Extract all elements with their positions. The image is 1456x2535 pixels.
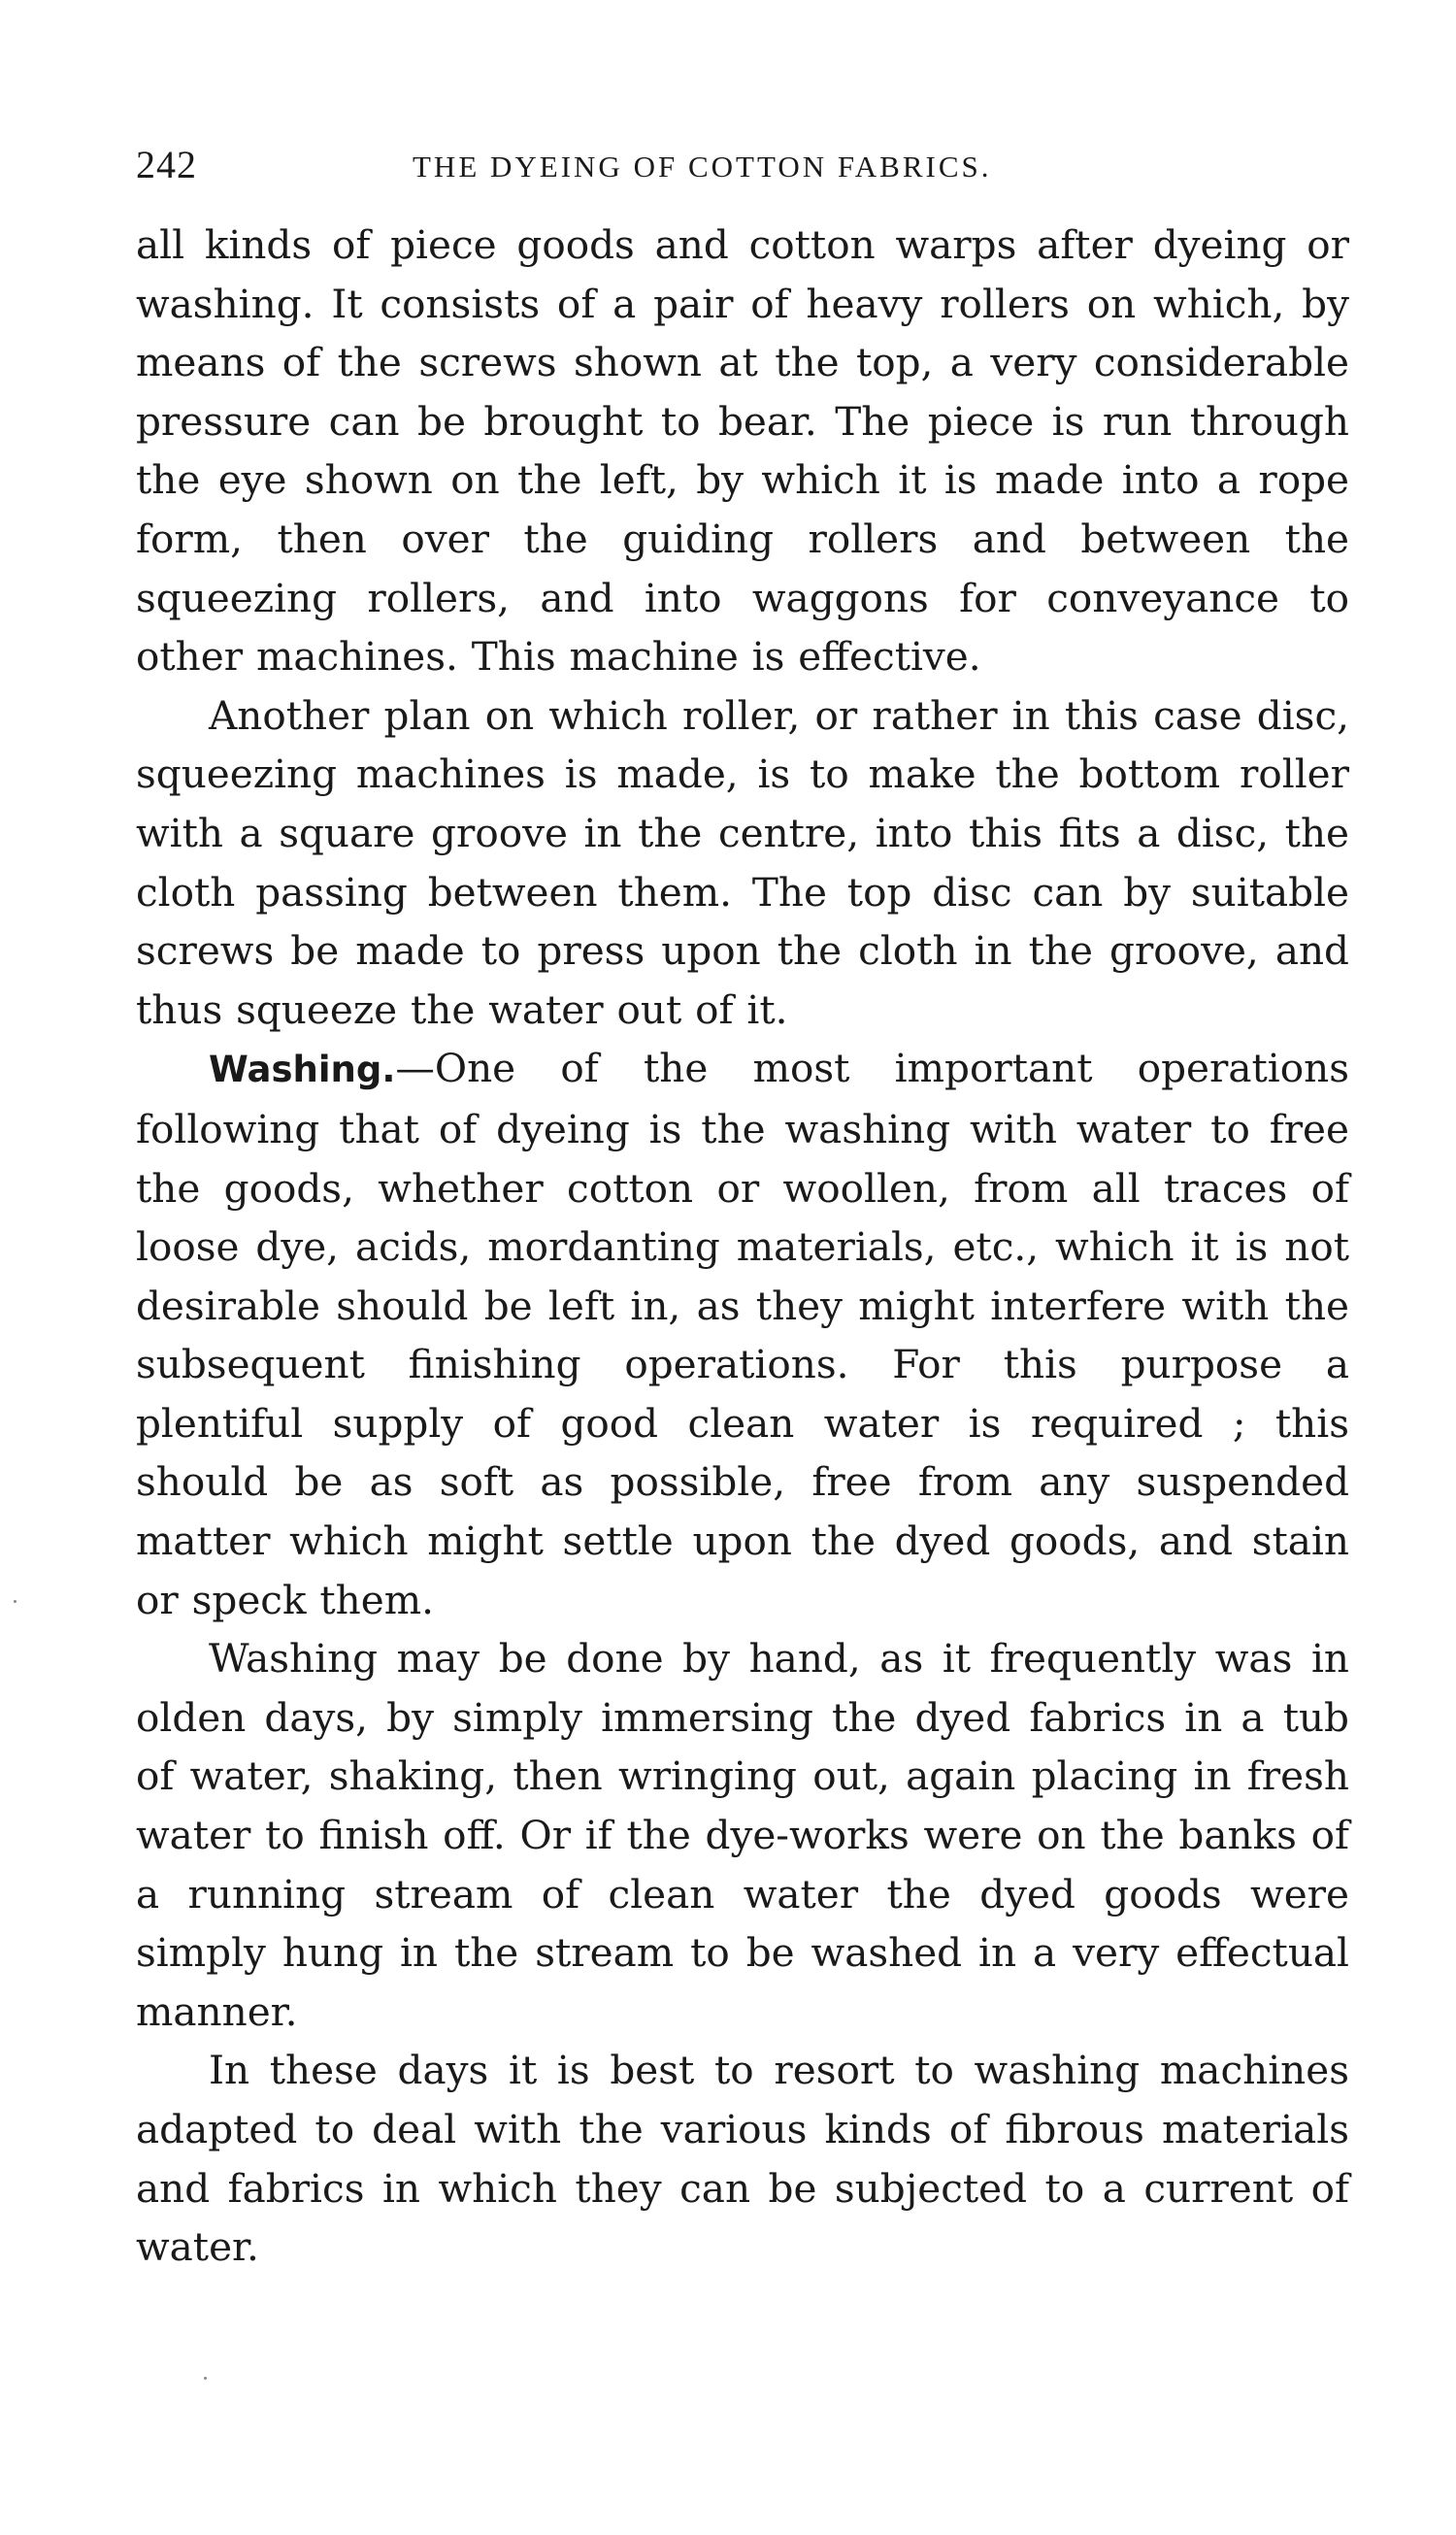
paragraph-washing bbox=[136, 1039, 1349, 1629]
paper-speck bbox=[204, 2377, 207, 2380]
paragraph-text: all kinds of piece goods and cotton warps after dyeing or washing. It consists of a pair of heavy rollers on which, by means of the screws shown at the top, a very considerable pressure can be brought to bear. The piece is run through the eye shown on the left, by which it is made into a rope form, then over the guiding rollers and between the squeezing rollers, and into waggons for conveyance to other machines. This machine is effective. bbox=[136, 221, 1349, 681]
paragraph-hand-washing bbox=[136, 1629, 1349, 2041]
paragraph-disc-machines bbox=[136, 686, 1349, 1040]
paragraph-text: Washing may be done by hand, as it frequently was in olden days, by simply immersing the dyed fabrics in a tub of water, shaking, then wringing out, again placing in fresh water to finish off. Or if the dye-works were on the banks of a running stream of clean water the dyed goods were simply hung in the stream to be washed in a very effectual manner. bbox=[136, 1635, 1349, 2035]
body-text bbox=[136, 216, 1349, 2277]
paragraph-squeezing-rollers bbox=[136, 216, 1349, 686]
section-heading-washing: Washing. bbox=[209, 1049, 396, 1091]
paragraph-text: —One of the most important operations following that of dyeing is the washing with water to free the goods, whether cotton or woollen, from all traces of loose dye, acids, mordanting materials, etc., which it is not desirable should be left in, as they might interfere with the subsequent finishing operations. For this purpose a plentiful supply of good clean water is required ; this should be as soft as possible, free from any suspended matter which might settle upon the dyed goods, and stain or speck them. bbox=[136, 1045, 1349, 1623]
paragraph-washing-machines bbox=[136, 2041, 1349, 2276]
paragraph-text: Another plan on which roller, or rather in this case disc, squeezing machines is made, is to make the bottom roller with a square groove in the centre, into this fits a disc, the cloth passing between them. The top disc can by suitable screws be made to press upon the cloth in the groove, and thus squeeze the water out of it. bbox=[136, 691, 1349, 1033]
running-title: THE DYEING OF COTTON FABRICS. bbox=[413, 150, 992, 183]
paragraph-text: In these days it is best to resort to washing machines adapted to deal with the various kinds of fibrous materials and fabrics in which they can be subjected to a current of water. bbox=[136, 2047, 1349, 2271]
page-number: 242 bbox=[136, 143, 197, 186]
paper-speck bbox=[14, 1600, 17, 1603]
running-head bbox=[136, 142, 1349, 200]
